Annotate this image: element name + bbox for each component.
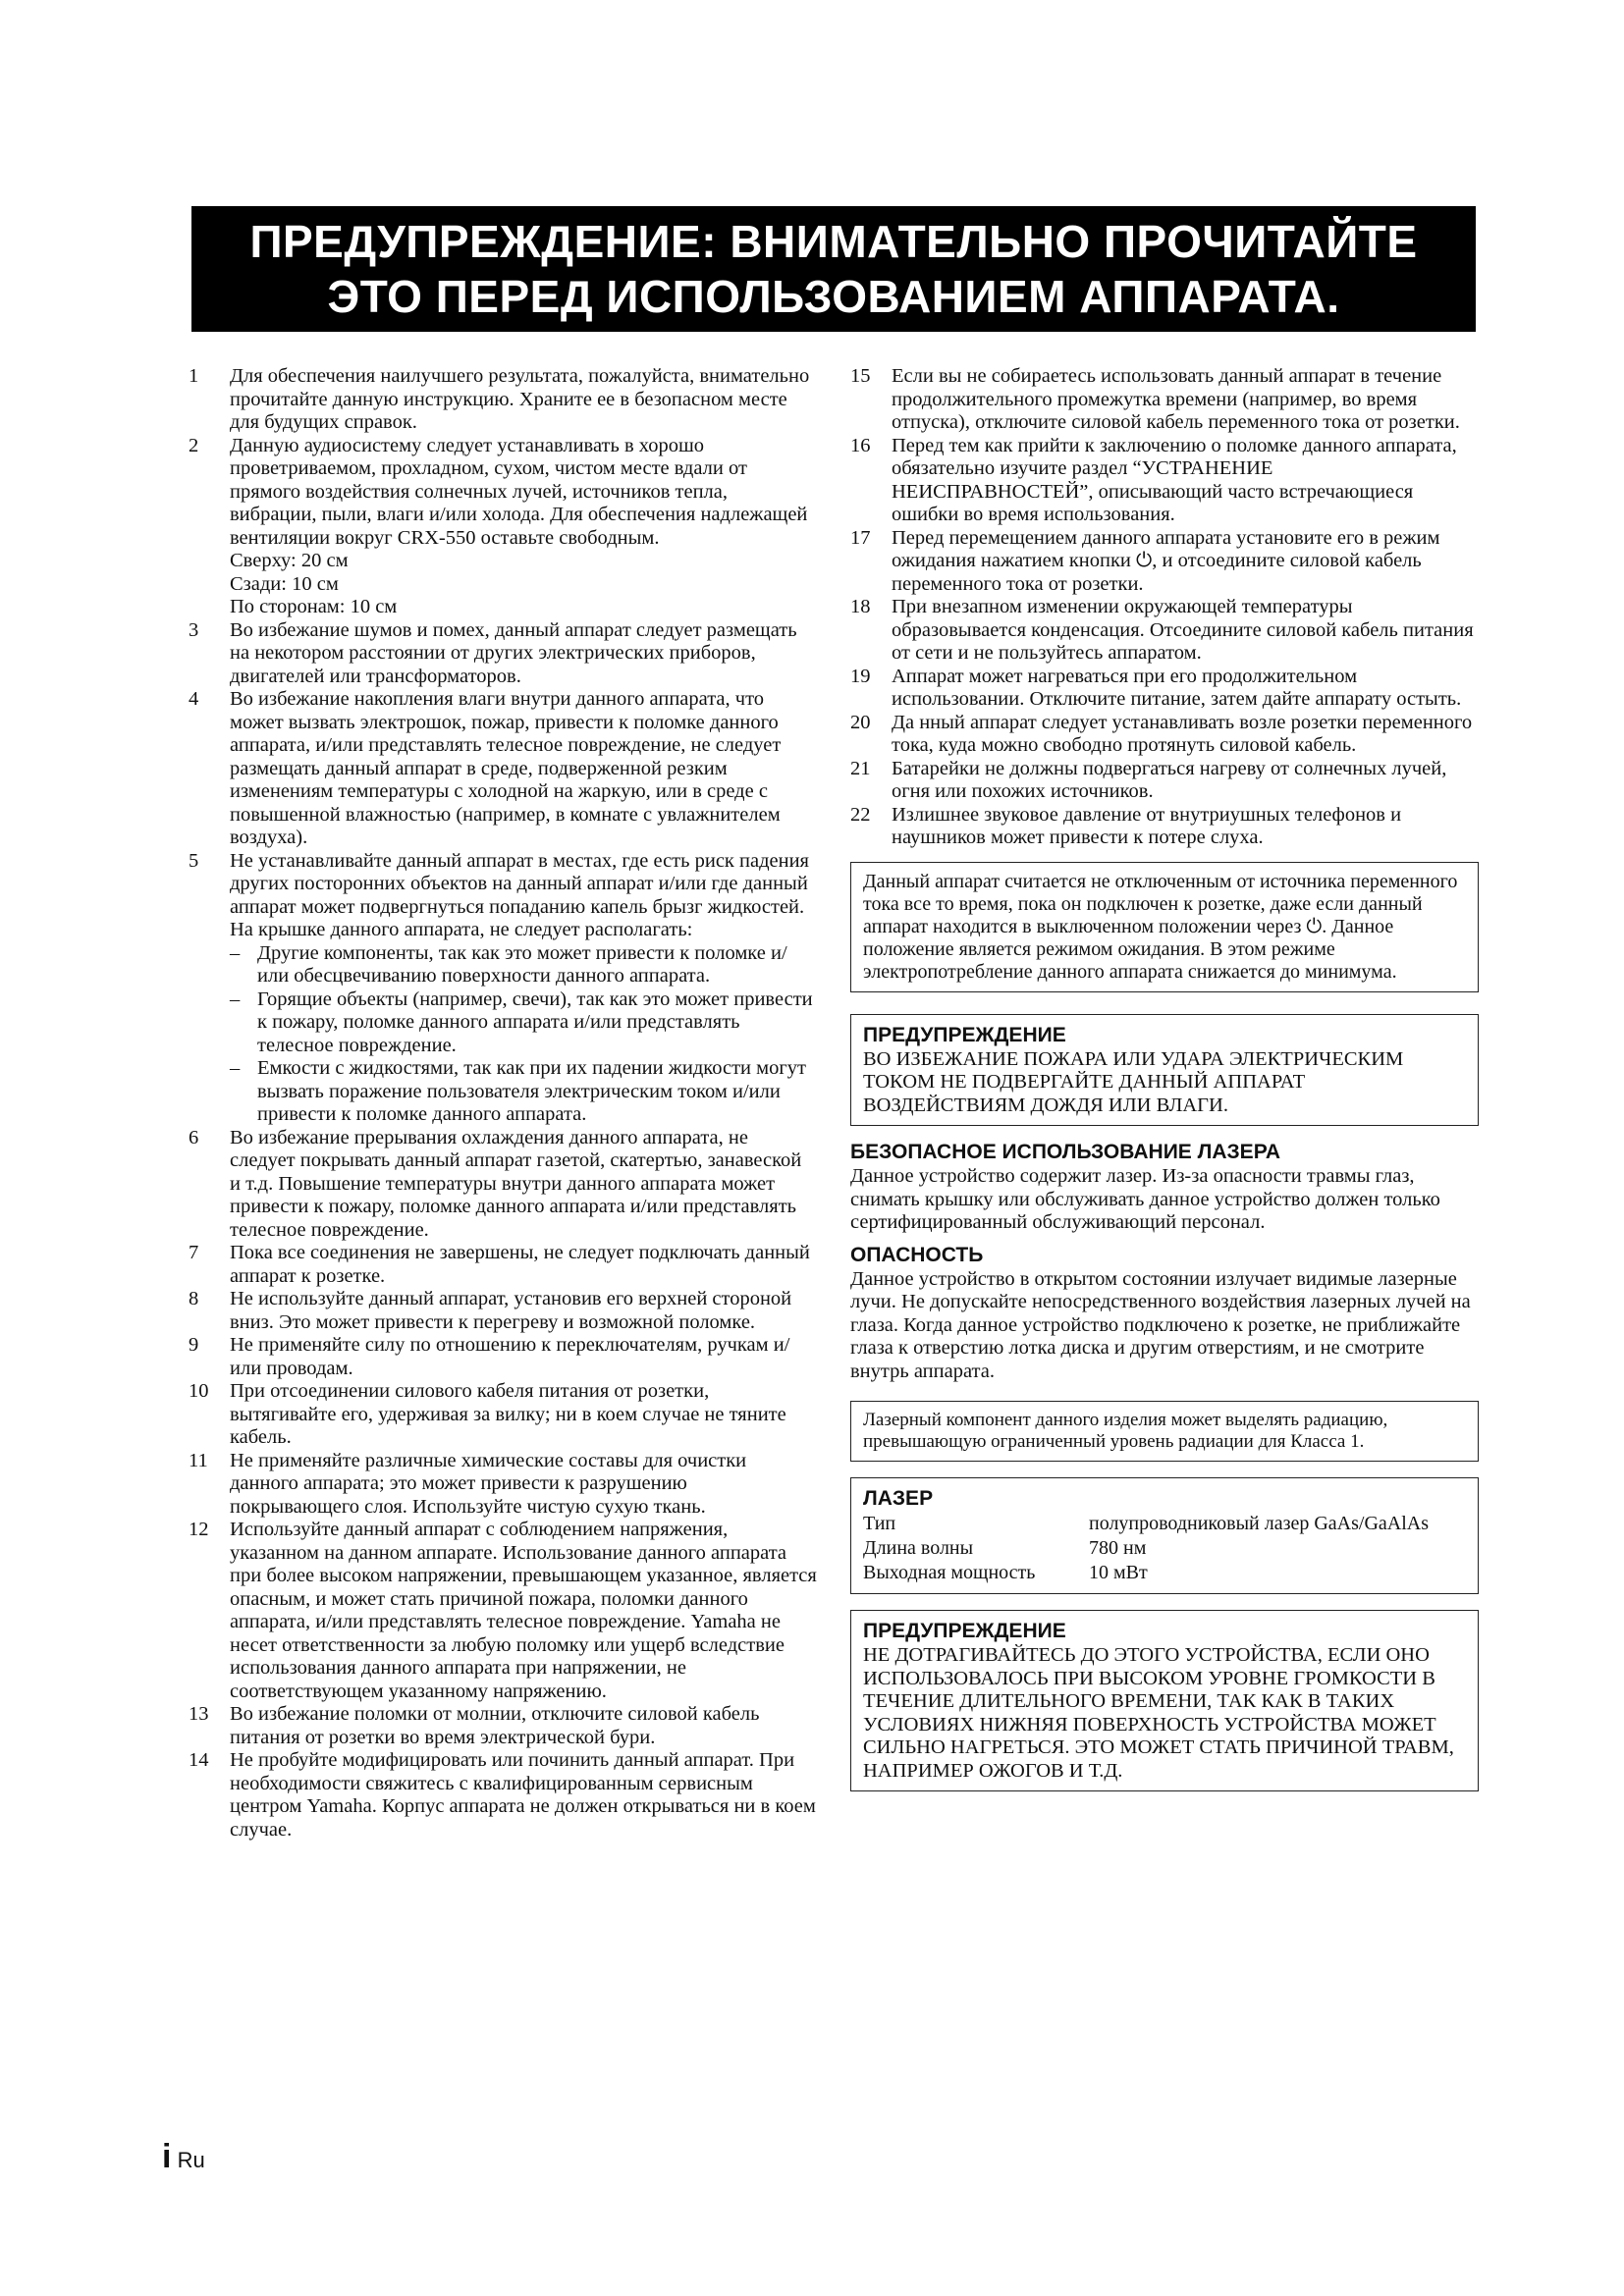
item-number: 11 bbox=[189, 1449, 208, 1471]
list-item bbox=[189, 1334, 817, 1380]
list-item bbox=[189, 850, 817, 942]
warning-title: ПРЕДУПРЕЖДЕНИЕ bbox=[863, 1023, 1066, 1046]
item-text: Не применяйте силу по отношению к переключателям, ручкам и/или проводам. bbox=[230, 1334, 790, 1379]
list-item bbox=[189, 1380, 817, 1450]
page-number: i bbox=[162, 2138, 172, 2175]
laser-safety-text: Данное устройство содержит лазер. Из-за опасности травмы глаз, снимать крышку или обслуживать данное устройство должен только сертифицированный обслуживающий персонал. bbox=[850, 1165, 1440, 1233]
item-text: Батарейки не должны подвергаться нагреву от солнечных лучей, огня или похожих источников. bbox=[892, 757, 1447, 802]
spec-key: Тип bbox=[863, 1513, 896, 1534]
dash-mark: – bbox=[230, 1057, 241, 1079]
laser-spec-table bbox=[863, 1512, 1466, 1585]
list-item bbox=[850, 804, 1479, 850]
item-text: Для обеспечения наилучшего результата, пожалуйста, внимательно прочитайте данную инструкцию. Храните ее в безопасном месте для будущих справок. bbox=[230, 365, 810, 433]
item-text: Во избежание прерывания охлаждения данного аппарата, не следует покрывать данный аппарат газетой, скатертью, занавеской и т.д. Повышение температуры внутри данного аппарата может привести к пожару, поломке данного аппарата и/или представлять телесное повреждение. bbox=[230, 1126, 802, 1241]
warning-box-heat bbox=[850, 1610, 1479, 1791]
item-text: При внезапном изменении окружающей температуры образовывается конденсация. Отсоедините силовой кабель питания от сети и не пользуйтесь аппаратом. bbox=[892, 596, 1474, 664]
left-column bbox=[189, 365, 817, 1842]
item-number: 19 bbox=[850, 665, 871, 687]
standby-note-box bbox=[850, 862, 1479, 992]
list-item bbox=[850, 435, 1479, 527]
item-text: Излишнее звуковое давление от внутриушных телефонов и наушников может привести к потере слуха. bbox=[892, 803, 1402, 848]
item-text: Пока все соединения не завершены, не следует подключать данный аппарат к розетке. bbox=[230, 1242, 810, 1287]
item-number: 22 bbox=[850, 803, 871, 826]
list-item bbox=[850, 712, 1479, 758]
right-column bbox=[850, 365, 1479, 1791]
clearance-sides: По сторонам: 10 см bbox=[230, 596, 398, 617]
item-text: При отсоединении силового кабеля питания от розетки, вытягивайте его, удерживая за вилку; ни в коем случае не тяните кабель. bbox=[230, 1380, 786, 1448]
item-number: 8 bbox=[189, 1288, 199, 1309]
laser-spec-title: ЛАЗЕР bbox=[863, 1487, 934, 1510]
list-item bbox=[189, 1127, 817, 1243]
laser-spec-box bbox=[850, 1477, 1479, 1594]
list-item bbox=[189, 1749, 817, 1842]
item-text: Не пробуйте модифицировать или починить данный аппарат. При необходимости свяжитесь с квалифицированным сервисным центром Yamaha. Корпус аппарата не должен открываться ни в коем случае. bbox=[230, 1749, 816, 1841]
item-text: Во избежание поломки от молнии, отключите силовой кабель питания от розетки во время электрической бури. bbox=[230, 1703, 760, 1748]
item-number: 17 bbox=[850, 526, 871, 549]
language-code: Ru bbox=[177, 2148, 205, 2172]
item-text: Не применяйте различные химические составы для очистки данного аппарата; это может привести к разрушению покрывающего слоя. Используйте чистую сухую ткань. bbox=[230, 1449, 747, 1518]
item-number: 20 bbox=[850, 711, 871, 733]
list-item bbox=[850, 758, 1479, 804]
item-number: 9 bbox=[189, 1334, 199, 1356]
list-item bbox=[850, 365, 1479, 435]
list-item bbox=[189, 1703, 817, 1749]
item-text: Перед тем как прийти к заключению о поломке данного аппарата, обязательно изучите раздел “УСТРАНЕНИЕ НЕИСПРАВНОСТЕЙ”, описывающий часто встречающиеся ошибки во время использования. bbox=[892, 434, 1457, 525]
item-number: 2 bbox=[189, 434, 199, 456]
spec-value: 10 мВт bbox=[1089, 1562, 1148, 1583]
list-item bbox=[189, 435, 817, 619]
list-item bbox=[189, 688, 817, 850]
item-number: 18 bbox=[850, 596, 871, 617]
item-body bbox=[230, 435, 817, 619]
list-item bbox=[189, 1242, 817, 1288]
list-item bbox=[189, 365, 817, 435]
item-text: Если вы не собираетесь использовать данный аппарат в течение продолжительного промежутка времени (например, во время отпуска), отключите силовой кабель переменного тока от розетки. bbox=[892, 365, 1460, 433]
warning-title: ПРЕДУПРЕЖДЕНИЕ bbox=[863, 1620, 1066, 1642]
danger-text: Данное устройство в открытом состоянии излучает видимые лазерные лучи. Не допускайте непосредственного воздействия лазерных лучей на глаза. Когда данное устройство подключено к розетке, не приближайте глаза к отверстию лотка диска и другим отверстиям, и не смотрите внутрь аппарата. bbox=[850, 1267, 1471, 1382]
item-text: Не используйте данный аппарат, установив его верхней стороной вниз. Это может привести к перегреву и возможной поломке. bbox=[230, 1288, 792, 1333]
dash-item bbox=[230, 942, 817, 988]
page-header bbox=[191, 206, 1476, 332]
radiation-note-text: Лазерный компонент данного изделия может выделять радиацию, превышающую ограниченный уровень радиации для Класса 1. bbox=[863, 1410, 1388, 1452]
header-line-1: ПРЕДУПРЕЖДЕНИЕ: ВНИМАТЕЛЬНО ПРОЧИТАЙТЕ bbox=[249, 216, 1418, 267]
item-number: 14 bbox=[189, 1749, 209, 1771]
warning-text: ВО ИЗБЕЖАНИЕ ПОЖАРА ИЛИ УДАРА ЭЛЕКТРИЧЕСКИМ ТОКОМ НЕ ПОДВЕРГАЙТЕ ДАННЫЙ АППАРАТ ВОЗДЕЙСТВИЯМ ДОЖДЯ ИЛИ ВЛАГИ. bbox=[863, 1047, 1404, 1116]
item-text: Во избежание шумов и помех, данный аппарат следует размещать на некотором расстоянии от других электрических приборов, двигателей или трансформаторов. bbox=[230, 618, 797, 687]
dash-text: Другие компоненты, так как это может привести к поломке и/или обесцвечиванию поверхности данного аппарата. bbox=[257, 941, 787, 987]
item-number: 21 bbox=[850, 757, 871, 779]
item-number: 15 bbox=[850, 365, 871, 387]
clearance-back: Сзади: 10 см bbox=[230, 572, 339, 595]
item-number: 10 bbox=[189, 1380, 209, 1402]
dash-mark: – bbox=[230, 988, 241, 1010]
list-item bbox=[850, 596, 1479, 666]
table-row bbox=[863, 1561, 1466, 1585]
item-number: 16 bbox=[850, 434, 871, 456]
table-row bbox=[863, 1512, 1466, 1536]
dash-item bbox=[230, 988, 817, 1058]
list-item bbox=[189, 619, 817, 689]
danger-title: ОПАСНОСТЬ bbox=[850, 1243, 984, 1266]
item-number: 13 bbox=[189, 1703, 209, 1725]
list-item bbox=[189, 1288, 817, 1334]
dash-item bbox=[230, 1057, 817, 1127]
item-number: 1 bbox=[189, 365, 199, 387]
item-number: 6 bbox=[189, 1126, 199, 1148]
item-text: Данную аудиосистему следует устанавливать в хорошо проветриваемом, прохладном, сухом, чистом месте вдали от прямого воздействия солнечных лучей, источников тепла, вибрации, пыли, влаги и/или холода. Для обеспечения надлежащей вентиляции вокруг CRX-550 оставьте свободным. bbox=[230, 434, 808, 549]
dash-text: Горящие объекты (например, свечи), так как это может привести к пожару, поломке данного аппарата и/или представлять телесное повреждение. bbox=[257, 988, 813, 1056]
header-line-2: ЭТО ПЕРЕД ИСПОЛЬЗОВАНИЕМ АППАРАТА. bbox=[327, 271, 1340, 322]
item-number: 3 bbox=[189, 618, 199, 641]
page-footer bbox=[162, 2138, 205, 2176]
radiation-note-box bbox=[850, 1401, 1479, 1462]
dash-text: Емкости с жидкостями, так как при их падении жидкости могут вызвать поражение пользователя электрическим током и/или привести к поломке данного аппарата. bbox=[257, 1057, 806, 1125]
list-item bbox=[850, 666, 1479, 712]
list-item bbox=[189, 1450, 817, 1520]
spec-value: полупроводниковый лазер GaAs/GaAlAs bbox=[1089, 1513, 1430, 1534]
item-text: Перед перемещением данного аппарата установите его в режим ожидания нажатием кнопки ⏻, и отсоедините силовой кабель переменного тока от розетки. bbox=[892, 526, 1440, 595]
item-text: Аппарат может нагреваться при его продолжительном использовании. Отключите питание, затем дайте аппарату остыть. bbox=[892, 665, 1462, 710]
item-text: Да нный аппарат следует устанавливать возле розетки переменного тока, куда можно свободно протянуть силовой кабель. bbox=[892, 711, 1473, 756]
spec-key: Длина волны bbox=[863, 1537, 974, 1559]
item-number: 7 bbox=[189, 1242, 199, 1263]
spec-key: Выходная мощность bbox=[863, 1562, 1036, 1583]
list-item bbox=[189, 1519, 817, 1703]
item-text: Не устанавливайте данный аппарат в местах, где есть риск падения других посторонних объектов на данный аппарат и/или где данный аппарат может подвергнуться попаданию капель брызг жидкостей. На крышке данного аппарата, не следует располагать: bbox=[230, 849, 809, 940]
item-number: 4 bbox=[189, 688, 199, 710]
item-number: 12 bbox=[189, 1519, 209, 1540]
list-item bbox=[850, 527, 1479, 597]
spec-value: 780 нм bbox=[1089, 1537, 1147, 1559]
warning-text: НЕ ДОТРАГИВАЙТЕСЬ ДО ЭТОГО УСТРОЙСТВА, ЕСЛИ ОНО ИСПОЛЬЗОВАЛОСЬ ПРИ ВЫСОКОМ УРОВНЕ ГРОМКОСТИ В ТЕЧЕНИЕ ДЛИТЕЛЬНОГО ВРЕМЕНИ, ТАК КАК В ТАКИХ УСЛОВИЯХ НИЖНЯЯ ПОВЕРХНОСТЬ УСТРОЙСТВА МОЖЕТ СИЛЬНО НАГРЕТЬСЯ. ЭТО МОЖЕТ СТАТЬ ПРИЧИНОЙ ТРАВМ, НАПРИМЕР ОЖОГОВ И Т.Д. bbox=[863, 1644, 1454, 1782]
warning-box-moisture bbox=[850, 1014, 1479, 1127]
item-text: Используйте данный аппарат с соблюдением напряжения, указанном на данном аппарате. Использование данного аппарата при более высоком напряжении, превышающем указанное, является опасным, и может стать причиной пожара, поломки данного аппарата, и/или представлять телесное повреждение. Yamaha не несет ответственности за любую поломку или ущерб вследствие использования данного аппарата при напряжении, не соответствующем указанному напряжению. bbox=[230, 1519, 817, 1702]
item-text: Во избежание накопления влаги внутри данного аппарата, что может вызвать электрошок, пожар, привести к поломке данного аппарата, и/или представлять телесное повреждение, не следует размещать данный аппарат в среде, подверженной резким изменениям температуры с холодной на жаркую, или в среде с повышенной влажностью (например, в комнате с увлажнителем воздуха). bbox=[230, 688, 782, 848]
table-row bbox=[863, 1536, 1466, 1561]
clearance-top: Сверху: 20 см bbox=[230, 550, 349, 571]
standby-note-text: Данный аппарат считается не отключенным от источника переменного тока все то время, пока он подключен к розетке, даже если данный аппарат находится в выключенном положении через ⏻. Данное положение является режимом ожидания. В этом режиме электропотребление данного аппарата снижается до минимума. bbox=[863, 870, 1458, 983]
dash-mark: – bbox=[230, 941, 241, 964]
item-number: 5 bbox=[189, 849, 199, 872]
laser-safety-title: БЕЗОПАСНОЕ ИСПОЛЬЗОВАНИЕ ЛАЗЕРА bbox=[850, 1141, 1281, 1163]
